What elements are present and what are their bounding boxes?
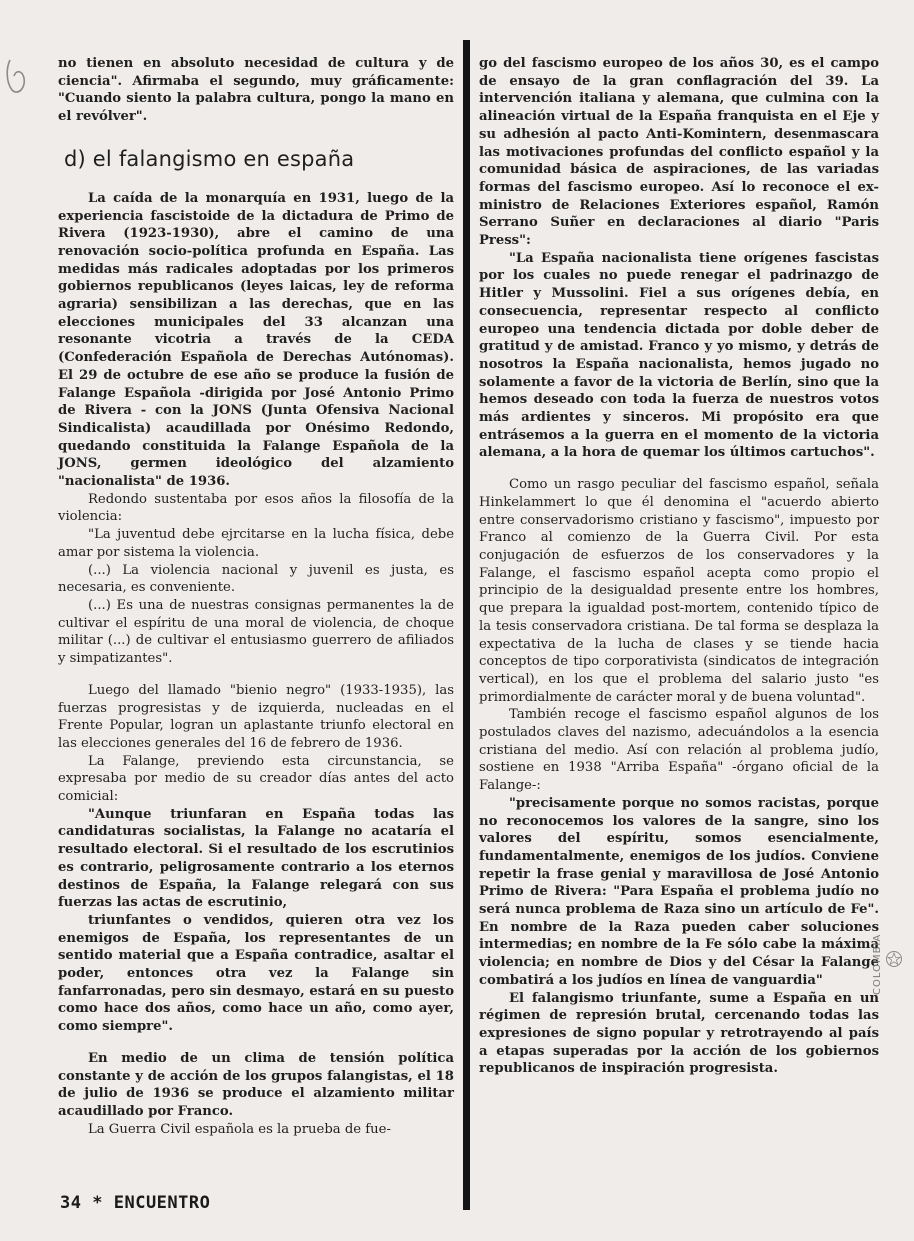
- paragraph: Luego del llamado "bienio negro" (1933-1935), las fuerzas progresistas y de izquierda, nucleadas en el Frente Popular, logran un aplastante triunfo electoral en las elecciones generales del 16 de febrero de 1936.: [58, 682, 454, 751]
- quote: "La España nacionalista tiene orígenes fascistas por los cuales no puede renegar el padrinazgo de Hitler y Mussolini. Fiel a sus orígenes debía, en consecuencia, representar respecto al conflicto europeo una tendencia dictada por doble deber de gratitud y de amistad. Franco y yo mismo, y detrás de nosotros la España nacionalista, hemos jugado no solamente a favor de la victoria de Berlín, sino que la hemos deseado con toda la fuerza de nuestros votos más ardientes y sinceros. Mi propósito era que entrásemos a la guerra en el momento de la victoria alemana, a la hora de quemar los últimos cartuchos".: [479, 250, 879, 461]
- paragraph: no tienen en absoluto necesidad de cultura y de ciencia". Afirmaba el segundo, muy gráficamente: "Cuando siento la palabra cultura, pongo la mano en el revólver".: [58, 56, 454, 125]
- paragraph: También recoge el fascismo español algunos de los postulados claves del nazismo, adecuándolos a la esencia cristiana del medio. Así con relación al problema judío, sostiene en 1938 "Arriba España" -órgano oficial de la Falange-:: [479, 707, 879, 794]
- quote: "precisamente porque no somos racistas, porque no reconocemos los valores de la sangre, sino los valores del espíritu, somos esencialmente, fundamentalmente, enemigos de los judíos. Conviene repetir la frase genial y maravillosa de José Antonio Primo de Rivera: "Para España el problema judío no será nunca problema de Raza sino un artículo de Fe". En nombre de la Raza pueden caber soluciones intermedias; en nombre de la Fe sólo cabe la máxima violencia; en nombre de Dios y del César la Falange combatirá a los judíos en línea de vanguardia": [479, 795, 879, 988]
- paragraph: go del fascismo europeo de los años 30, es el campo de ensayo de la gran conflagración del 39. La intervención italiana y alemana, que culmina con la alineación virtual de la España franquista en el Eje y su adhesión al pacto Anti-Komintern, desenmascara las motivaciones profundas del conflicto español y la comunidad básica de aspiraciones, de las variadas formas del fascismo europeo. Así lo reconoce el ex-ministro de Relaciones Exteriores español, Ramón Serrano Suñer en declaraciones al diario "Paris Press":: [479, 56, 879, 249]
- paragraph: La Falange, previendo esta circunstancia, se expresaba por medio de su creador días antes del acto comicial:: [58, 753, 454, 805]
- stamp-star-icon: [885, 950, 903, 968]
- paragraph: La caída de la monarquía en 1931, luego de la experiencia fascistoide de la dictadura de Primo de Rivera (1923-1930), abre el camino de una renovación socio-política profunda en España. Las medidas más radicales adoptadas por los primeros gobiernos republicanos (leyes laicas, ley de reforma agraria) sensibilizan a las derechas, que en las elecciones municipales del 33 alcanzan una resonante vicotria a través de la CEDA (Confederación Española de Derechas Autónomas). El 29 de octubre de ese año se produce la fusión de Falange Española -dirigida por José Antonio Primo de Rivera - con la JONS (Junta Ofensiva Nacional Sindicalista) acaudillada por Onésimo Redondo, quedando constituida la Falange Española de la JONS, germen ideológico del alzamiento "nacionalista" de 1936.: [58, 190, 454, 490]
- quote: (...) Es una de nuestras consignas permanentes la de cultivar el espíritu de una moral de violencia, de choque militar (...) de cultivar el entusiasmo guerrero de afiliados y simpatizantes".: [58, 597, 454, 667]
- right-column: [479, 55, 879, 1078]
- colombia-stamp: COLOMBIA: [872, 933, 883, 995]
- paragraph: En medio de un clima de tensión política constante y de acción de los grupos falangistas, el 18 de julio de 1936 se produce el alzamiento militar acaudillado por Franco.: [58, 1050, 454, 1119]
- handwritten-mark-icon: [4, 56, 30, 96]
- quote: "Aunque triunfaran en España todas las candidaturas socialistas, la Falange no acataría el resultado electoral. Si el resultado de los escrutinios es contrario, peligrosamente contrario a los eternos destinos de España, la Falange relegará con sus fuerzas las actas de escrutinio,: [58, 806, 454, 911]
- paragraph: La Guerra Civil española es la prueba de fue-: [88, 1121, 391, 1137]
- quote: (...) La violencia nacional y juvenil es justa, es necesaria, es conveniente.: [58, 562, 454, 596]
- paragraph: Como un rasgo peculiar del fascismo español, señala Hinkelammert lo que él denomina el "acuerdo abierto entre conservadorismo cristiano y fascismo", impuesto por Franco al comienzo de la Guerra Civil. Por esta conjugación de esfuerzos de los conservadores y la Falange, el fascismo español acepta como propio el principio de la desigualdad presente entre los hombres, que prepara la igualdad post-mortem, contenido típico de la tesis conservadora cristiana. De tal forma se desplaza la expectativa de la lucha de clases y se tiende hacia conceptos de tipo corporativista (sindicatos de integración vertical), en los que el problema del salario justo "es primordialmente de carácter moral y de buena voluntad".: [479, 477, 879, 705]
- footer-separator: *: [92, 1193, 103, 1213]
- paragraph: El falangismo triunfante, sume a España en un régimen de represión brutal, cercenando todas las expresiones de signo popular y retrotrayendo al país a etapas superadas por la acción de los gobiernos republicanos de inspiración progresista.: [479, 990, 879, 1077]
- page-footer: [60, 1193, 210, 1213]
- quote: triunfantes o vendidos, quieren otra vez los enemigos de España, los representantes de un sentido material que a España contradice, asaltar el poder, entonces otra vez la Falange sin fanfarronadas, pero sin desmayo, estará en su puesto como hace dos años, como hace un año, como ayer, como siempre".: [58, 912, 454, 1035]
- column-divider: [463, 40, 470, 1210]
- section-heading: d) el falangismo en españa: [64, 146, 355, 171]
- publication-name: ENCUENTRO: [113, 1193, 211, 1213]
- left-column: [58, 55, 454, 1138]
- paragraph: Redondo sustentaba por esos años la filosofía de la violencia:: [58, 491, 454, 525]
- page-number: 34: [60, 1193, 82, 1213]
- quote: "La juventud debe ejrcitarse en la lucha física, debe amar por sistema la violencia.: [58, 527, 454, 560]
